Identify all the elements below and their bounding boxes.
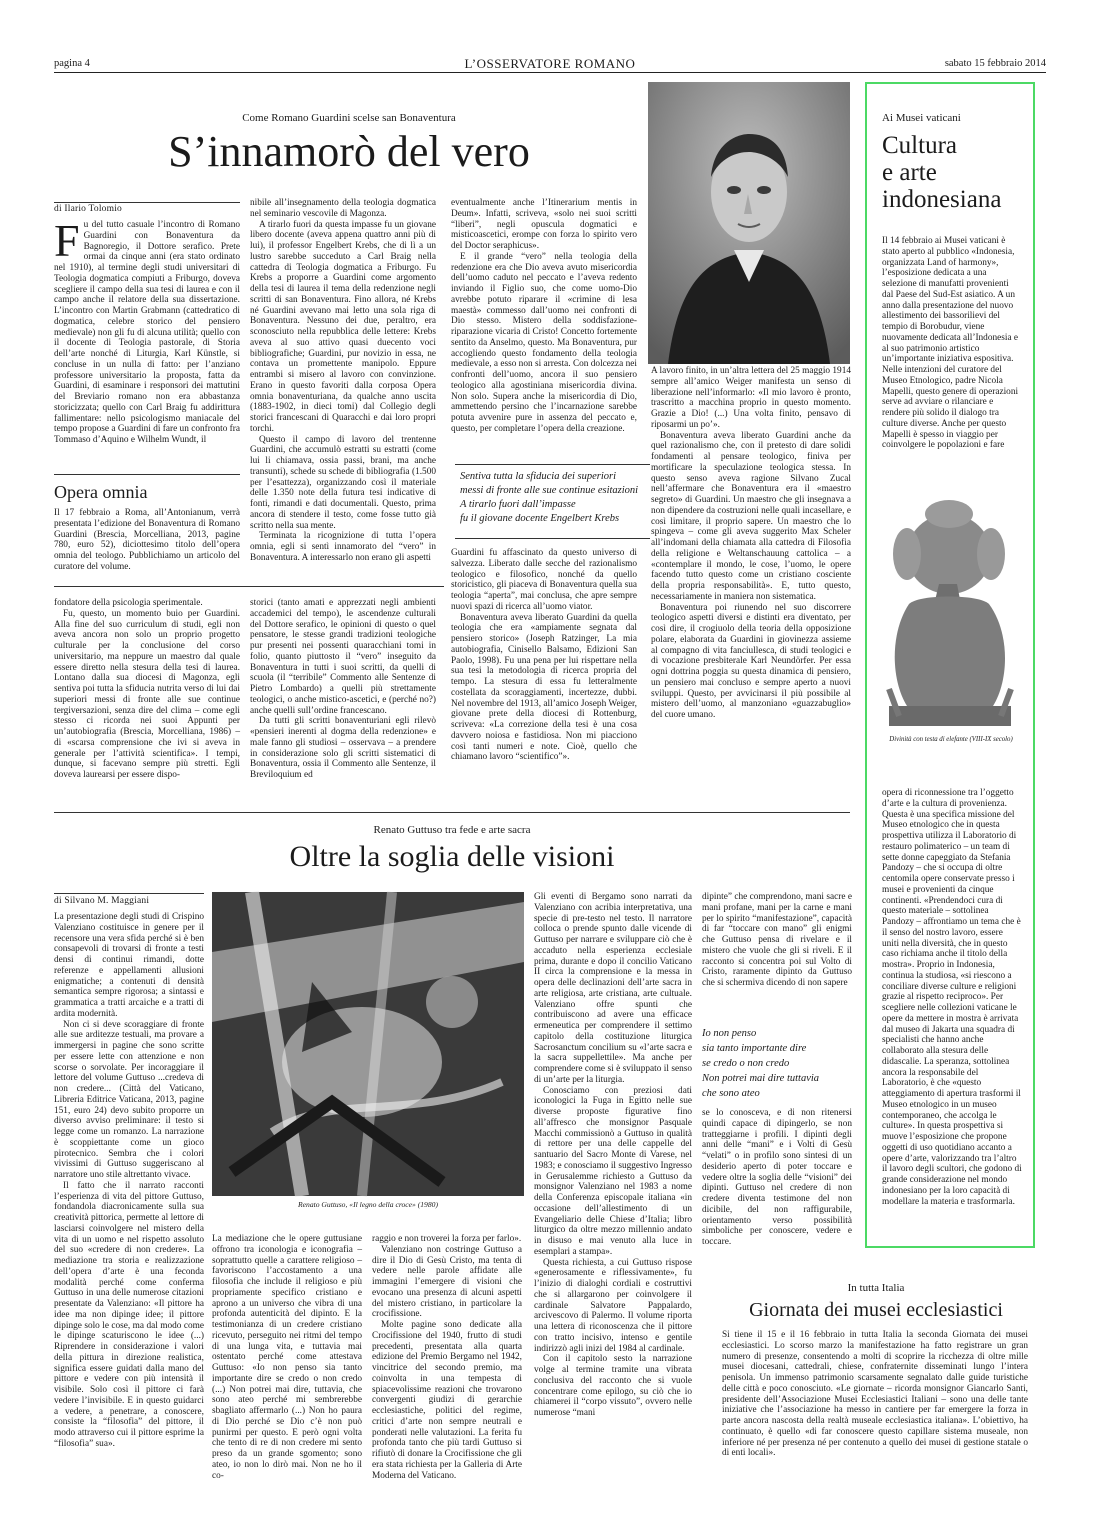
paragraph: eventualmente anche l’Itinerarium mentis in Deum». Infatti, scriveva, «solo nei suoi scritti “liberi”, negli opuscula dogmatici e misticoascetici, erompe con forza lo spirito vero del Doctor seraphicus». xyxy=(451,198,637,251)
paragraph: A tirarlo fuori da questa impasse fu un giovane libero docente (aveva appena quattro anni più di lui), il professor Engelbert Krebs, che di lì a un lustro sarebbe succeduto a Carl Braig nella cattedra di Teologia dogmatica a Friburgo. Fu Krebs a proporre a Guardini come argomento della tesi di laurea il tema della redenzione negli scritti di san Bonaventura. Fino allora, né Krebs né Guardini avevano mai letto una sola riga di Bonaventura. Nessuno dei due, peraltro, era sconosciuto nella repubblica delle lettere: Krebs aveva al suo attivo quasi duecento voci bibliografiche; Guardini, pur novizio in essa, ne contava un promettente manipolo. Eppure entrambi si misero al lavoro con convinzione. Erano in questo favoriti dalla corposa Opera omnia bonaventuriana, da qualche anno uscita (1883-1902, in dieci tomi) dal Collegio degli storici francescani di Quaracchi e dai loro propri torchi. xyxy=(250,219,436,434)
paragraph: E il grande “vero” nella teologia della redenzione era che Dio aveva avuto misericordia dell’uomo caduto nel peccato e l’aveva redento inviando il Figlio suo, che come uomo-Dio avrebbe potuto riparare il «crimine di lesa maestà» commesso dall’uomo nei confronti di Dio stesso. Mistero della soddisfazione-riparazione vicaria di Cristo! Concetto fortemente sentito da Anselmo, questo. Ma Bonaventura, pur accogliendo questo fondamento della teologia medievale, a esso non si arresta. Con dolcezza nei confronti dell’uomo, ancora il suo pensiero teologico alla agostiniana misericordia divina. Non solo. Supera anche la misericordia di Dio, ammettendo persino che l’incarnazione sarebbe potuta avvenire pure in assenza del peccato e, questo, per completare l’opera della creazione. xyxy=(451,251,637,434)
quote-line: A tirarlo fuori dall’impasse xyxy=(460,499,576,510)
quote-rule-bottom xyxy=(455,538,650,539)
article2-column-4 xyxy=(534,892,692,1468)
portrait-image-icon xyxy=(648,82,850,364)
title-line: Cultura xyxy=(882,132,957,159)
sidebar-title xyxy=(882,132,1001,213)
paragraph: Il 17 febbraio a Roma, all’Antonianum, verrà presentata l’edizione del Bonaventura di Romano Guardini (Brescia, Morcelliana, 2013, pagine 780, euro 52), diciottesimo titolo dell’opera omnia del teologo. Pubblichiamo un articolo del curatore del volume. xyxy=(54,508,240,572)
article1-column-2 xyxy=(250,198,436,582)
paragraph: Questo il campo di lavoro del trentenne Guardini, che accumulò estratti su estratti (come lui li chiamava, ossia passi, brani, ma anche transunti), schede su schede di bibliografia (1.500 per l’esattezza), organizzando così il materiale delle 1.350 note della futura tesi indicative di fonti, rimandi e dati documentali. Questo, prima ancora di stendere il testo, come fosse tutto già scritto nella sua mente. xyxy=(250,434,436,531)
paragraph: se lo conosceva, e di non ritenersi quindi capace di dipingerlo, se non tratteggiarne i profili. I dipinti degli anni delle “mani” e i Volti di Gesù “velati” o in profilo sono sintesi di un desiderio aperto di poter toccare e vedere oltre la soglia delle “visioni” dei dipinti. Guttuso nel credere di non credere diventa testimone del non dicibile, del non raffigurabile, orientamento verso possibilità simboliche per conoscere, vedere e toccare. xyxy=(702,1108,852,1247)
paragraph: Bonaventura poi riunendo nel suo discorrere teologico aspetti diversi e distinti era diventato, per così dire, il crogiuolo della teoria della opposizione polare, elaborata da Guardini in giovinezza assieme al compagno di vita fanciullesca, di studi teologici e di vocazione presbiterale Karl Neundörfer. Per essa ogni dottrina poggia su questa dinamica di pensiero, un pensiero mai concluso e sempre aperto a nuovi sviluppi. Questo, per avvicinarsi il più possibile al mistero dell’uomo, al manzoniano «guazzabuglio» del cuore umano. xyxy=(651,602,851,720)
paragraph: Bonaventura aveva liberato Guardini anche da quel razionalismo che, con il pretesto di dare solidi fondamenti al pensare teologico, finiva per mortificare la speculazione teologica stessa. In questo senso aveva ragione Silvano Zucal nell’affermare che Bonaventura era il «maestro segreto» di Guardini. Un maestro che gli insegnava a non dipendere da costruzioni nelle quali incasellare, e così limitare, il proprio sapere. Un maestro che lo spingeva – come gli aveva suggerito Max Scheler all’indomani della chiamata alla cattedra di Filosofia della religione e Weltanschauung cattolica – a «contemplare il mondo, le cose, l’uomo, le opere facendo tutto questo come un cristiano cosciente della propria responsabilità». E, tutto questo, necessariamente in maniera non sistematica. xyxy=(651,430,851,602)
paragraph: nibile all’insegnamento della teologia dogmatica nel seminario vescovile di Magonza. xyxy=(250,198,436,219)
quote-line: fu il giovane docente Engelbert Krebs xyxy=(460,513,620,524)
article1-byline: di Ilario Tolomio xyxy=(54,204,122,214)
article2-pull-quote xyxy=(702,1026,852,1101)
page-number: pagina 4 xyxy=(54,58,90,69)
opera-omnia-text xyxy=(54,508,240,572)
quote-line: Non potrei mai dire tuttavia xyxy=(702,1073,820,1084)
title-line: indonesiana xyxy=(882,186,1002,213)
opera-omnia-title: Opera omnia xyxy=(54,482,148,502)
article2-title: Oltre la soglia delle visioni xyxy=(289,840,615,873)
paragraph: raggio e non troverei la forza per farlo». xyxy=(372,1234,522,1244)
article1-column-3 xyxy=(451,198,637,460)
article3-kicker: In tutta Italia xyxy=(847,1282,905,1294)
paragraph: Valenziano non costringe Guttuso a dire il Dio di Gesù Cristo, ma tenta di vedere nelle parole affidate alle immagini l’emergere di visioni che evocano una presenza di alcuni aspetti del mistero cristiano, in particolare la crocifissione. xyxy=(372,1244,522,1320)
artwork-image-icon xyxy=(212,892,524,1196)
article3-text xyxy=(722,1330,1028,1458)
sidebar-indonesia xyxy=(865,82,1035,1248)
paragraph: Gli eventi di Bergamo sono narrati da Valenziano con acribia interpretativa, una specie di pre-testo nel testo. Il narratore colloca o prende spunto dalle vicende di Guttuso per narrare e sviluppare ciò che è accaduto nella esperienza ecclesiale prima, durante e dopo il concilio Vaticano II circa la comprensione e la messa in opera delle declinazioni dell’arte sacra in arte religiosa, arte cristiana, arte cultuale. Valenziano offre spunti che contribuiscono ad avere una efficace ermeneutica per comprendere il settimo capitolo della costituzione liturgica Sacrosanctum concilium su «l’arte sacra e la sacra suppellettile». Ma anche per comprendere come si è sviluppato il senso di un’arte per la liturgia. xyxy=(534,892,692,1085)
article2-column-5b xyxy=(702,1108,852,1248)
sidebar-text-1 xyxy=(882,236,1022,472)
paragraph: Il 14 febbraio ai Musei vaticani è stato aperto al pubblico «Indonesia, organizzata Land of harmony», l’esposizione dedicata a una selezione di manufatti provenienti dal Paese del Sud-Est asiatico. A un anno dalla presentazione del nuovo allestimento dei bassorilievi del tempio di Borobudur, viene nuovamente dedicata all’Indonesia e al suo patrimonio artistico un’importante iniziativa espositiva. Nelle intenzioni del curatore del Museo Etnologico, padre Nicola Mapelli, questo genere di operazioni serve ad avviare o rilanciare e rendere più solido il dialogo tra culture diverse. Anche per questo Mapelli è spesso in viaggio per coinvolgere le popolazioni e fare xyxy=(882,236,1019,451)
paragraph: A lavoro finito, in un’altra lettera del 25 maggio 1914 sempre all’amico Weiger manifesta un senso di liberazione nell’informarlo: «Il mio lavoro è pronto, trascritto a macchina proprio in questo momento. Grazie a Dio! (...) Una volta finito, pensavo di riposarmi un po’». xyxy=(651,366,851,430)
paragraph: Fu, questo, un momento buio per Guardini. Alla fine del suo curriculum di studi, egli non aveva ancora non solo un proprio progetto culturale per la conclusione del corso universitario, ma neppure un maestro dal quale essere diretto nella stesura della tesi di laurea. Lontano dalla sua diocesi di Magonza, egli sentiva poi tutta la sfiducia nutrita verso di lui dai superiori messi di fronte alle sue continue tergiversazioni, senza dire del clima – come egli stesso ci ricorda nei suoi Appunti per un’autobiografia (Brescia, Morcelliana, 1986) – di «scarsa comprensione che ivi si aveva in generale per l’attività scientifica». I tempi, dunque, si facevano sempre più stretti. Egli doveva laurearsi per essere dispo- xyxy=(54,608,240,780)
guardini-portrait-photo xyxy=(648,82,850,364)
article2-column-3 xyxy=(372,1234,522,1481)
guttuso-artwork-photo xyxy=(212,892,524,1196)
paragraph: Con il capitolo sesto la narrazione volge al termine tramite una vibrata conclusiva del racconto che si vuole concentrare come epilogo, su ciò che io chiamerei il “corpo vissuto”, ovvero nelle numerose “mani xyxy=(534,1354,692,1418)
quote-rule-top xyxy=(455,464,650,465)
quote-line: sia tanto importante dire xyxy=(702,1043,807,1054)
article1-title: S’innamorò del vero xyxy=(168,127,530,176)
paragraph: Molte pagine sono dedicate alla Crocifissione del 1940, frutto di studi precedenti, presentata alla quarta edizione del Premio Bergamo nel 1942, vincitrice del secondo premio, ma coinvolta in una tempesta di spiacevolissime reazioni che trovarono convergenti giudizi di gerarchie ecclesiastiche, politici del regime, critici d’arte non sempre neutrali e ponderati nelle valutazioni. La ferita fu profonda tanto che più tardi Guttuso si rifiutò di donare la Crocifissione che gli era stata richiesta per la Galleria di Arte Moderna del Vaticano. xyxy=(372,1320,522,1481)
paragraph: storici (tanto amati e apprezzati negli ambienti accademici del tempo), le ascendenze culturali del Dottore serafico, le opinioni di questo o quel pensatore, le stesse grandi tradizioni teologiche pur presenti nei possenti quaracchiani tomi in folio, quanto piuttosto il “vero” inseguito da Bonaventura in tutti i suoi scritti, da quelli di scuola (il “terribile” Commento alle Sentenze di Pietro Lombardo) a quelli più strettamente teologici, o anche mistico-ascetici, e (perché no?) anche quelli sull’ordine francescano. xyxy=(250,598,436,716)
paragraph: dipinte” che comprendono, mani sacre e mani profane, mani per la carne e mani per lo spirito “manifestazione”, capacità di far “toccare con mano” gli enigmi che Guttuso pensa di rivelare e il mistero che vuole che gli si riveli. E il racconto si concentra poi sul Volto di Cristo, raramente dipinto da Guttuso che si schermiva dicendo di non sapere xyxy=(702,892,852,988)
paragraph: Da tutti gli scritti bonaventuriani egli rilevò «pensieri inerenti al dogma della redenzione» e male fanno gli studiosi – osservava – a prendere in considerazione solo gli scritti sistematici di Bonaventura, ossia il Commento alle Sentenze, il Breviloquium ed xyxy=(250,716,436,780)
paragraph: Terminata la ricognizione di tutta l’opera omnia, egli si sentì innamorato del “vero” in Bonaventura. A interessarlo non erano gli aspetti xyxy=(250,531,436,563)
article1-column-1b xyxy=(54,598,240,810)
statue-image-icon xyxy=(869,484,1031,734)
article2-column-5 xyxy=(702,892,852,1022)
quote-line: se credo o non credo xyxy=(702,1058,790,1069)
article1-column-2b xyxy=(250,598,436,810)
statue-caption: Divinità con testa di elefante (VIII-IX secolo) xyxy=(889,736,1013,743)
article1-column-1 xyxy=(54,215,240,466)
article1-column-4 xyxy=(651,366,851,810)
sidebar-text-2 xyxy=(882,788,1022,1240)
quote-line: che sono ateo xyxy=(702,1088,760,1099)
article2-column-2 xyxy=(212,1234,362,1481)
paragraph: La presentazione degli studi di Crispino Valenziano costituisce in genere per il recensore una vera sfida perché si è ben consapevoli di trovarsi di fronte a testi densi di continui rimandi, dotte referenze e appellamenti allusioni enigmatiche; a contenuti di densità semantica sempre rigorosa; a sintassi e grammatica a tratti arcaiche e a tratti di ardita modernità. xyxy=(54,912,204,1019)
article1-kicker: Come Romano Guardini scelse san Bonaventura xyxy=(242,112,456,124)
section-rule xyxy=(54,812,850,813)
box-bottom-rule xyxy=(54,586,444,587)
quote-line: Sentiva tutta la sfiducia dei superiori xyxy=(460,471,617,482)
statue-photo xyxy=(869,484,1031,734)
paragraph: u del tutto casuale l’incontro di Romano Guardini con Bonaventura da Bagnoregio, il Dottore serafico. Prete ormai da cinque anni (era stato ordinato nel 1910), al termine degli studi universitari di Teologia dogmatica compiuti a Friburgo, doveva scegliere il campo della sua tesi di laurea e con il campo anche il relatore della sua dissertazione. L’incontro con Martin Grabmann (cattedratico di dogmatica, celebre storico del pensiero medievale) non gli fu di alcuna utilità; quello con il docente di Teologia pastorale, di Storia dell’arte nonché di Liturgia, Karl Künstle, si concluse in un nulla di fatto: per l’anziano professore universitario la proposta, fatta da Guardini, di esaminare i responsori dei mattutini del Breviario romano non era abbastanza storicizzata; quello con Carl Braig fu addirittura fallimentare: nello psicologismo maniacale del tempo propose a Guardini di fare un confronto fra Tommaso d’Aquino e Wilhelm Wundt, il xyxy=(54,220,240,445)
article3-title: Giornata dei musei ecclesiastici xyxy=(749,1299,1003,1321)
paragraph: Non ci si deve scoraggiare di fronte alle sue arditezze testuali, ma provare a immergersi in pagine che sono scritte per essere lette con attenzione e non scorse o sorvolate. Per incoraggiare il lettore del volume Guttuso ...credeva di non credere... (Città del Vaticano, Libreria Editrice Vaticana, 2013, pagine 151, euro 24) devo subito proporre un diverso avviso preliminare: il testo si legge come un romanzo. La narrazione è scoppiettante come un gioco pirotecnico. Sembra che i colori vivissimi di Guttuso suggeriscano al narratore uno stile altrettanto vivace. xyxy=(54,1019,204,1180)
paragraph: Conosciamo con preziosi dati iconologici la Fuga in Egitto nelle sue diverse proposte figurative fino all’affresco che monsignor Pasquale Macchi commissionò a Guttuso in qualità di rettore per una delle cappelle del santuario del Sacro Monte di Varese, nel 1983; e conosciamo il suggestivo Ingresso in Gerusalemme richiesto a Guttuso da monsignor Valenziano nel 1983 a nome della Conferenza episcopale italiana «in occasione dell’allestimento di un Evangeliario delle Chiese d’Italia; libro liturgico da oltre mezzo millennio andato in disuso e mai venuto alla luce in esemplari a stampa». xyxy=(534,1085,692,1257)
article2-kicker: Renato Guttuso tra fede e arte sacra xyxy=(373,824,531,836)
paragraph: Il fatto che il narrato racconti l’esperienza di vita del pittore Guttuso, fondandola diacronicamente sulla sua creatività pittorica, permette al lettore di lasciarsi coinvolgere nel mistero della vita di un uomo e nel rispetto assoluto del suo «credere di non credere». La mediazione tra storia e realizzazione dell’opera d’arte è una feconda modalità perché come conferma Guttuso in una delle numerose citazioni presentate da Valenziano: «Il pittore ha idee ma non dipinge idee; il pittore dipinge solo le cose, ma dal modo come le dipinge scaturiscono le idee (...) Riprendere in considerazione i valori della pittura in direzione realistica, significa essere guidati dalla mano del pittore e vedere con più intensità il visibile. Solo così il pittore ci farà vedere l’invisibile. E in questo guidarci a vedere, a penetrare, a conoscere, consiste la “filosofia” del pittore, il modo attraverso cui il pittore esprime la “filosofia” sua». xyxy=(54,1180,204,1449)
paragraph: Si tiene il 15 e il 16 febbraio in tutta Italia la seconda Giornata dei musei ecclesiastici. Lo scorso marzo la manifestazione ha fatto registrare un gran numero di presenze, consentendo a molti di scoprire la ricchezza di oltre mille musei diocesani, cattedrali, chiese, confraternite disseminati lungo l’intera penisola. Un immenso patrimonio scarsamente segnalato dalle guide turistiche delle città e poco conosciuto. «Le giornate – ricorda monsignor Giancarlo Santi, presidente dell’Associazione Musei Ecclesiastici Italiani – sono una delle tante iniziative che l’associazione ha messo in cantiere per far emergere la forza in parte ancora nascosta della realtà museale ecclesiastica italiana». L’obiettivo, ha continuato, è quello «di far conoscere questo capillare sistema museale, non inferiore né per presenza né per contenuto a quello dei musei di gestione statale o di enti locali». xyxy=(722,1330,1028,1459)
article1-column-3b xyxy=(451,548,637,810)
byline-rule xyxy=(54,202,240,203)
title-line: e arte xyxy=(882,159,937,186)
paragraph: opera di riconnessione tra l’oggetto d’arte e la cultura di provenienza. Questa è una specifica missione del Museo etnologico che in questa prospettiva utilizza il Laboratorio di restauro polimaterico – un team di sette donne capeggiato da Stefania Pandozy – che si occupa di oltre centomila opere conservate presso i musei e provenienti da cinque continenti. «Prendendoci cura di questo materiale – sottolinea Pandozy – affrontiamo un tema che è il senso del nostro lavoro, essere uniti nella diversità, che in questo caso richiama anche il titolo della mostra». Proprio in Indonesia, continua la studiosa, «si riescono a conciliare diverse culture e religioni grazie al rispetto reciproco». Per scegliere nelle collezioni vaticane le opere da mettere in mostra è arrivata dal museo di Jakarta una squadra di specialisti che hanno anche collaborato alla stesura delle didascalie. La speranza, sottolinea ancora la responsabile del Laboratorio, è che «questo atteggiamento di apertura trasformi il Museo etnologico in un museo contemporaneo, che accolga le culture». In questa prospettiva si muove l’esposizione che propone oggetti di uso quotidiano accanto a opere d’arte, valorizzando tra l’altro il lavoro degli scultori, che godono di grande considerazione nel mondo indonesiano per la loro capacità di modellare la materia e trasformarla. xyxy=(882,788,1022,1207)
newspaper-title: L’OSSERVATORE ROMANO xyxy=(464,56,636,71)
paragraph: Bonaventura aveva liberato Guardini da quella teologia che era «ampiamente segnata dal pensiero storico» (Joseph Ratzinger, La mia autobiografia, Cinisello Balsamo, Edizioni San Paolo, 1998). Fu una pena per lui rispettare nella sua tesi la metodologia di ricerca propria del tempo. La stesura di essa fu letteralmente costellata da scoraggiamenti, incertezze, dubbi. Nel novembre del 1913, all’amico Joseph Weiger, giovane prete della diocesi di Rottenburg, scriveva: «La correzione della tesi è una cosa davvero noiosa e fastidiosa. Non mi piacciono così tanti numeri e note. Cioè, quello che chiamano lavoro “scientifico”». xyxy=(451,612,637,763)
box-top-rule xyxy=(54,474,240,475)
byline-rule xyxy=(54,893,204,894)
quote-line: Io non penso xyxy=(702,1028,757,1039)
sidebar-kicker: Ai Musei vaticani xyxy=(882,112,961,124)
paragraph: fondatore della psicologia sperimentale. xyxy=(54,598,203,608)
quote-line: messi di fronte alle sue continue esitazioni xyxy=(460,485,639,496)
article2-column-1 xyxy=(54,912,204,1468)
article2-byline: di Silvano M. Maggiani xyxy=(54,896,150,906)
drop-cap: F xyxy=(54,215,80,266)
article1-pull-quote xyxy=(460,470,660,526)
masthead xyxy=(54,56,1046,73)
issue-date: sabato 15 febbraio 2014 xyxy=(944,58,1046,69)
paragraph: Guardini fu affascinato da questo universo di salvezza. Liberato dalle secche del razionalismo teologico e filosofico, nonché da quello storicistico, gli piaceva di Bonaventura quella sua teologia “aperta”, mai conclusa, che apre sempre nuovi spazi di ricerca all’uomo viator. xyxy=(451,548,637,612)
artwork-caption: Renato Guttuso, «Il legno della croce» (1980) xyxy=(298,1200,438,1209)
paragraph: Questa richiesta, a cui Guttuso rispose «generosamente e riflessivamente», fu l’inizio di dialoghi cordiali e costruttivi che si allargarono per coinvolgere il cardinale Salvatore Pappalardo, arcivescovo di Palermo. Il volume riporta una lettera di riconoscenza che il pittore con tratto incisivo, intenso e gentile indirizzò agli inizi del 1984 al cardinale. xyxy=(534,1257,692,1354)
paragraph: La mediazione che le opere guttusiane offrono tra iconologia e iconografia – soprattutto quelle a carattere religioso – favoriscono l’accostamento a una filosofia che include il religioso e più propriamente specifico cristiano e aprono a un universo che vibra di una profonda autenticità del dipinto. E la testimonianza di un credere cristiano ricevuto, perseguito nei ritmi del tempo di una lunga vita, e tuttavia mai ostentato perché come attestava Guttuso: «Io non penso sia tanto importante dire se credo o non credo (...) Non potrei mai dire, tuttavia, che sono ateo perché mi sembrerebbe sbagliato affermarlo (...) Non ho paura di Dio perché se Dio c’è non può punirmi per questo. E però ogni volta che tento di re di non credere mi sento preso da un grande sgomento; sono ateo, io non lo dirò mai. Non ne ho il co- xyxy=(212,1234,362,1481)
